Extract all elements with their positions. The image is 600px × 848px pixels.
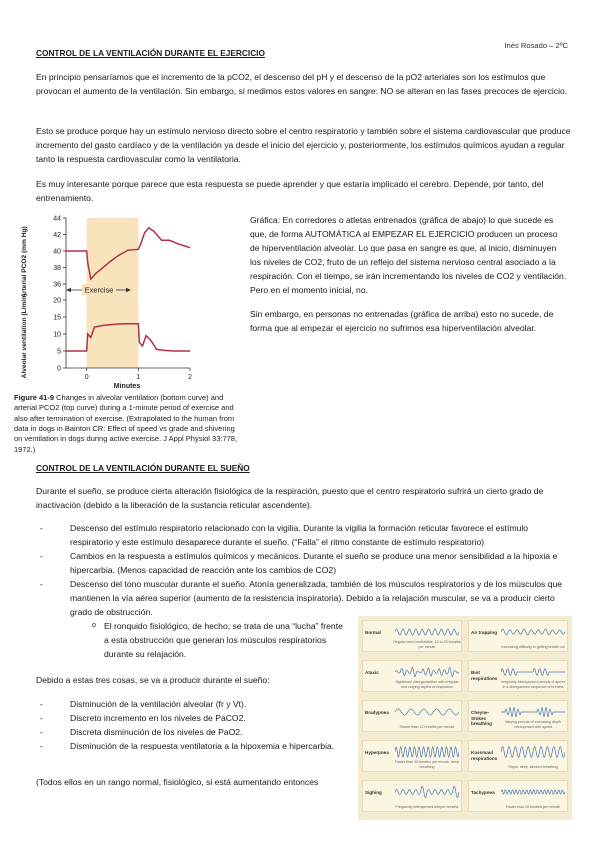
sleep-bullet-list: [36, 522, 571, 619]
pco2-y-tick-label: 44: [53, 215, 61, 223]
pattern-name: Biot respirations: [471, 670, 498, 681]
pattern-name: Bradypnea: [365, 710, 389, 715]
ventilation-y-tick-label: 5: [57, 348, 61, 356]
waveform-line: [395, 709, 459, 715]
ventilation-y-tick-label: 20: [53, 297, 61, 305]
pattern-desc: Frequently interspersed deeper breaths: [395, 804, 459, 809]
ventilation-y-tick-label: 10: [53, 331, 61, 339]
pattern-name: Normal: [365, 630, 381, 635]
pattern-name: Ataxic: [365, 670, 379, 675]
waveform-line: [501, 790, 565, 794]
x-tick-label: 1: [136, 374, 141, 381]
pattern-name: Kussmaul respirations: [471, 750, 498, 761]
section-title-exercise: CONTROL DE LA VENTILACIÓN DURANTE EL EJERCICIO: [36, 48, 265, 58]
pattern-desc: Slower than 12 breaths per minute: [399, 724, 455, 729]
waveform-line: [501, 707, 565, 716]
exercise-figure: [10, 212, 242, 392]
figure-caption-text: Changes in alveolar ventilation (bottom curve) and arterial PCO2 (top curve) during a 1-minute period of exercise and also after termination of exercise. (Extrapolated to the human from data in dogs in Bainton CR: Effect of speed vs grade and shivering on ventilation in dogs during active exercise. J Appl Physiol 33:778, 1972.): [14, 393, 238, 454]
list-item: - Disminución de la ventilación alveolar (fr y Vt).: [36, 698, 336, 712]
pattern-wave: [501, 665, 565, 679]
paragraph-exercise-1: En principio pensaríamos que el incremento de la pCO2, el descenso del pH y el descenso de la pO2 arteriales son los estímulos que provocan el aumento de la ventilación. Sin embargo, si medimos estos valores en sangre: NO se alteran en las fases precoces de ejercicio.: [36, 72, 568, 96]
pattern-desc: Regular and comfortable, 12 to 20 breaths per minute: [393, 640, 461, 649]
pattern-name: Hyperpnea: [365, 750, 389, 755]
waveform-line: [395, 747, 459, 757]
pattern-name: Air trapping: [471, 630, 498, 635]
x-axis-label: Minutes: [113, 383, 141, 390]
breathing-pattern-cell: [362, 740, 462, 772]
breathing-pattern-cell: [362, 780, 462, 812]
figure-caption: [14, 393, 239, 455]
pattern-wave: [395, 785, 459, 799]
pattern-desc: Faster than 20 breaths per minute, deep breathing: [394, 760, 460, 769]
list-item: - Cambios en la respuesta a estímulos químicos y mecánicos. Durante el sueño se produce una menor sensibilidad a la hipoxia e hipercarbia. (Menos capacidad de reacción ante los cambios de CO2): [36, 550, 571, 578]
exercise-label: Exercise: [84, 285, 114, 295]
pco2-y-tick-label: 40: [53, 248, 61, 256]
breathing-patterns-panel: [358, 616, 572, 820]
pattern-wave: [501, 625, 565, 639]
section-title-sleep: CONTROL DE LA VENTILACIÓN DURANTE EL SUEÑO: [36, 463, 250, 473]
pattern-desc: Irregularly interspersed periods of apnea in a disorganized sequence of breaths: [500, 680, 566, 689]
list-item: - Disminución de la respuesta ventilatoria a la hipoxemia e hipercarbia.: [36, 740, 336, 754]
side-paragraph-untrained: Sin embargo, en personas no entrenadas (gráfica de arriba) esto no sucede, de forma que al empezar el ejercicio no sufrimos esa hiperventilación alveolar.: [250, 309, 554, 333]
sub-bullet-snoring: o El ronquido fisiológico, de hecho, se trata de una “lucha” frente a esta obstrucción que generan los músculos respiratorios durante su relajación.: [92, 620, 344, 662]
paragraph-exercise-3: Es muy interesante porque parece que esta respuesta se puede aprender y que estaría implicado el cerebro. Depende, por tanto, del entrenamiento.: [36, 179, 544, 203]
pattern-wave: [395, 625, 459, 639]
pattern-desc: Varying periods of increasing depth interspersed with apnea: [504, 720, 562, 729]
waveform-line: [501, 669, 565, 676]
breathing-pattern-cell: [468, 780, 568, 812]
exercise-arrow-left-head: [66, 288, 71, 292]
pco2-y-tick-label: 36: [53, 281, 61, 289]
paragraph-exercise-2: Esto se produce porque hay un estímulo nervioso directo sobre el centro respiratorio y también sobre el sistema cardiovascular que produce incremento del gasto cardíaco y de la ventilación ya desde el inicio del ejercicio y, posteriormente, los estímulos químicos ayudan a regular tanto la respuesta cardiovascular como la ventilatoria.: [36, 126, 571, 164]
ventilation-y-tick-label: 15: [53, 314, 61, 322]
pattern-wave: [501, 785, 565, 799]
pattern-name: Tachypnea: [471, 790, 495, 795]
sleep-effects-list: [36, 698, 336, 754]
waveform-line: [395, 786, 459, 797]
paragraph-sleep-closing: (Todos ellos en un rango normal, fisiológico, si está aumentando entonces: [36, 777, 319, 787]
breathing-pattern-cell: [468, 620, 568, 652]
x-tick-label: 0: [84, 374, 89, 381]
waveform-line: [501, 629, 565, 635]
waveform-line: [501, 747, 565, 758]
list-item: - Descenso del estímulo respiratorio relacionado con la vigilia. Durante la vigilia la formación reticular favorece el estímulo respiratorio y este estímulo desaparece durante el sueño. (“Falla” el ritmo constante de estímulo respiratorio): [36, 522, 571, 550]
ventilation-y-tick-label: 0: [57, 365, 61, 373]
waveform-line: [395, 629, 459, 635]
breathing-pattern-cell: [362, 660, 462, 692]
list-item: - Discreta disminución de los niveles de PaO2.: [36, 726, 336, 740]
paragraph-sleep-lead: Debido a estas tres cosas, se va a producir durante el sueño:: [36, 675, 270, 685]
pattern-desc: Faster than 20 breaths per minute: [505, 804, 561, 809]
author-label: Inés Rosado – 2ºC: [504, 41, 568, 50]
pco2-y-tick-label: 42: [53, 231, 61, 239]
x-tick-label: 2: [188, 374, 192, 381]
pattern-wave: [395, 745, 459, 759]
pattern-wave: [395, 705, 459, 719]
breathing-pattern-cell: [468, 700, 568, 732]
list-item: - Discreto incremento en los niveles de PaCO2.: [36, 712, 336, 726]
breathing-pattern-cell: [362, 700, 462, 732]
figure-caption-label: Figure 41-9: [14, 393, 55, 402]
breathing-pattern-cell: [468, 660, 568, 692]
pco2-y-tick-label: 38: [53, 264, 61, 272]
pattern-name: Sighing: [365, 790, 382, 795]
pattern-desc: Rapid, deep, labored breathing: [508, 764, 558, 769]
list-item: - Descenso del tono muscular durante el sueño. Atonía generalizada, también de los músculos respiratorios y de los músculos que mantienen la vía aérea superior (aumento de la resistencia inspiratoria). Debido a la relajación muscular, se va a producir cierto grado de obstrucción.: [36, 578, 571, 620]
side-paragraph-trained: Gráfica: En corredores o atletas entrenados (gráfica de abajo) lo que sucede es que, de forma AUTOMÁTICA al EMPEZAR EL EJERCICIO producen un proceso de hiperventilación alveolar. Lo que pasa en sangre es que, al inicio, disminuyen los niveles de CO2, fruto de un reflejo del sistema nervioso central asociado a la respiración. Con el tiempo, se irán incrementando los niveles de CO2 y ventilación. Pero en el momento inicial, no.: [250, 215, 567, 295]
pattern-desc: Increasing difficulty in getting breath out: [501, 644, 565, 649]
bottom-y-axis-label: Alveolar ventilation (L/min): [21, 293, 28, 379]
top-y-axis-label: Arterial PCO2 (mm Hg): [21, 226, 28, 298]
waveform-line: [395, 667, 459, 677]
breathing-pattern-cell: [468, 740, 568, 772]
pattern-wave: [395, 665, 459, 679]
breathing-pattern-cell: [362, 620, 462, 652]
pattern-wave: [501, 705, 565, 719]
pattern-name: Cheyne-Stokes breathing: [471, 710, 492, 726]
pattern-desc: Significant disorganization with irregular and varying depths of respiration: [395, 680, 459, 689]
pattern-wave: [501, 745, 565, 759]
paragraph-sleep-intro: Durante el sueño, se produce cierta alteración fisiológica de la respiración, puesto que el centro respiratorio sufrirá un cierto grado de inactivación (debido a la liberación de la sustancia reticular ascendente).: [36, 486, 544, 510]
